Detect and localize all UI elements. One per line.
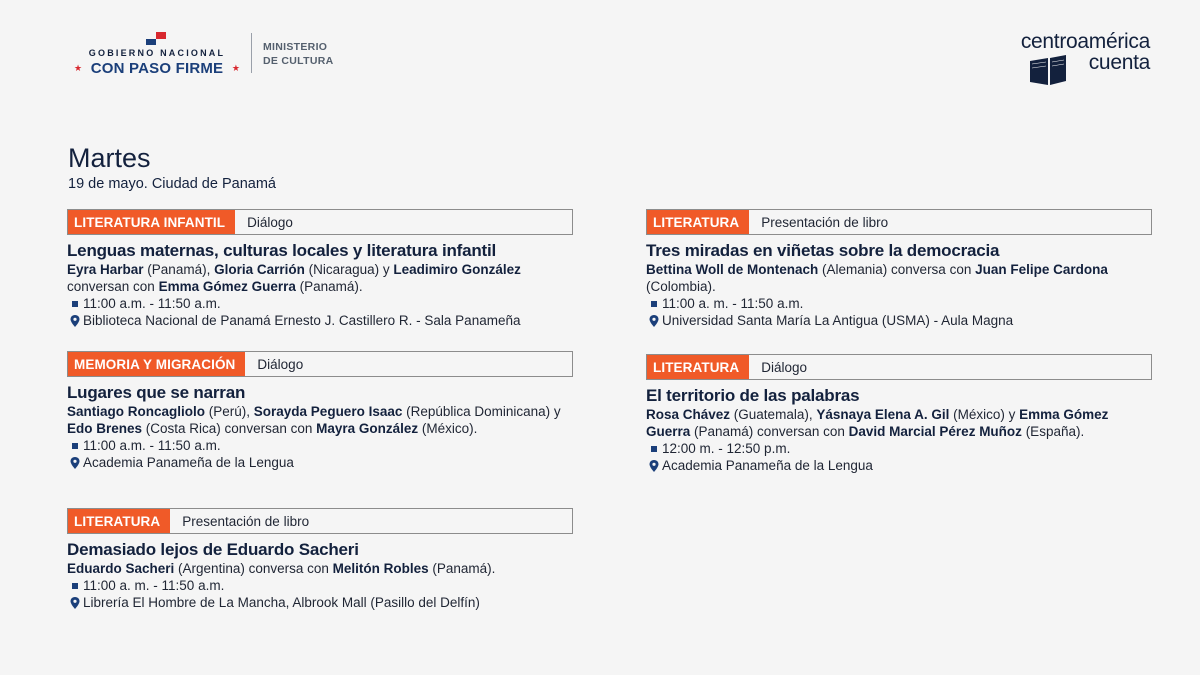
event-time: 11:00 a. m. - 11:50 a.m. — [662, 296, 804, 311]
gov-line1: GOBIERNO NACIONAL — [88, 48, 226, 58]
event-venue: Biblioteca Nacional de Panamá Ernesto J. Castillero R. - Sala Panameña — [83, 313, 521, 328]
description-text: (República Dominicana) y — [402, 404, 561, 419]
event-time-row — [67, 295, 573, 312]
location-pin-icon — [67, 457, 83, 469]
event-venue: Academia Panameña de la Lengua — [83, 455, 294, 470]
event-tag-bar — [67, 209, 573, 235]
event-time-row — [646, 295, 1152, 312]
event-description — [646, 261, 1152, 295]
event-description — [67, 261, 573, 295]
square-bullet-icon — [72, 443, 78, 449]
ministry-logo — [263, 40, 333, 68]
participant-name: Eyra Harbar — [67, 262, 144, 277]
event-venue: Academia Panameña de la Lengua — [662, 458, 873, 473]
description-text: (Panamá) conversan con — [690, 424, 849, 439]
event-time-row — [646, 440, 1152, 457]
location-pin-icon — [646, 460, 662, 472]
description-text: (España). — [1021, 424, 1085, 439]
star-icon: ★ — [74, 63, 83, 73]
event-time: 12:00 m. - 12:50 p.m. — [662, 441, 791, 456]
event-description — [67, 560, 573, 577]
square-bullet-icon — [651, 301, 657, 307]
participant-name: Gloria Carrión — [214, 262, 305, 277]
event-card — [67, 351, 573, 471]
description-text: (Alemania) conversa con — [818, 262, 976, 277]
event-card — [646, 209, 1152, 329]
category-label: LITERATURA — [647, 355, 749, 379]
panama-flag-icon — [146, 32, 166, 45]
event-venue-row — [67, 594, 573, 611]
day-title: Martes — [68, 143, 151, 173]
event-time: 11:00 a.m. - 11:50 a.m. — [83, 438, 221, 453]
event-description — [646, 406, 1152, 440]
event-venue-row — [67, 454, 573, 471]
square-bullet-icon — [651, 446, 657, 452]
gobierno-nacional-logo — [72, 32, 242, 78]
ministry-line1: MINISTERIO — [263, 41, 328, 53]
description-text: (Panamá), — [143, 262, 215, 277]
book-icon — [1028, 55, 1068, 87]
participant-name: Bettina Woll de Montenach — [646, 262, 819, 277]
description-text: (Nicaragua) y — [304, 262, 394, 277]
header-divider — [251, 33, 252, 73]
format-label: Presentación de libro — [182, 513, 310, 529]
participant-name: Emma Gómez Guerra — [158, 279, 296, 294]
participant-name: Santiago Roncagliolo — [67, 404, 206, 419]
description-text: (Panamá). — [295, 279, 363, 294]
description-text: (Perú), — [205, 404, 254, 419]
event-title: Demasiado lejos de Eduardo Sacheri — [67, 540, 359, 559]
brand-line2: cuenta — [1088, 51, 1150, 74]
event-description — [67, 403, 573, 437]
event-card — [67, 508, 573, 611]
participant-name: Sorayda Peguero Isaac — [253, 404, 403, 419]
participant-name: Rosa Chávez — [646, 407, 731, 422]
clock-icon — [646, 446, 662, 452]
description-text: (Costa Rica) conversan con — [142, 421, 317, 436]
square-bullet-icon — [72, 301, 78, 307]
format-label: Diálogo — [247, 214, 293, 230]
event-venue-row — [646, 312, 1152, 329]
event-venue: Universidad Santa María La Antigua (USMA) - Aula Magna — [662, 313, 1014, 328]
format-label: Diálogo — [761, 359, 808, 375]
location-pin-icon — [646, 315, 662, 327]
participant-name: Emma Gómez Guerra — [646, 407, 1109, 439]
event-venue-row — [67, 312, 573, 329]
participant-name: Edo Brenes — [67, 421, 143, 436]
format-label: Presentación de libro — [761, 214, 889, 230]
square-bullet-icon — [72, 583, 78, 589]
clock-icon — [67, 443, 83, 449]
brand-line1: centroamérica — [1020, 30, 1150, 53]
clock-icon — [67, 301, 83, 307]
format-label: Diálogo — [257, 356, 304, 372]
participant-name: David Marcial Pérez Muñoz — [848, 424, 1022, 439]
event-time: 11:00 a.m. - 11:50 a.m. — [83, 296, 221, 311]
location-pin-icon — [67, 315, 83, 327]
location-pin-icon — [67, 597, 83, 609]
star-icon: ★ — [231, 63, 240, 73]
event-time: 11:00 a. m. - 11:50 a.m. — [83, 578, 225, 593]
participant-name: Leadimiro González — [393, 262, 521, 277]
event-title: Lenguas maternas, culturas locales y literatura infantil — [67, 241, 497, 260]
event-time-row — [67, 577, 573, 594]
participant-name: Melitón Robles — [332, 561, 429, 576]
category-label: MEMORIA Y MIGRACIÓN — [68, 352, 245, 376]
date-subtitle: 19 de mayo. Ciudad de Panamá — [68, 176, 276, 192]
event-tag-bar — [67, 508, 573, 534]
participant-name: Juan Felipe Cardona — [975, 262, 1108, 277]
clock-icon — [646, 301, 662, 307]
event-venue: Librería El Hombre de La Mancha, Albrook Mall (Pasillo del Delfín) — [83, 595, 480, 610]
category-label: LITERATURA INFANTIL — [68, 210, 235, 234]
clock-icon — [67, 583, 83, 589]
category-label: LITERATURA — [68, 509, 170, 533]
event-card — [67, 209, 573, 329]
category-label: LITERATURA — [647, 210, 749, 234]
event-time-row — [67, 437, 573, 454]
event-title: Lugares que se narran — [67, 383, 246, 402]
event-card — [646, 354, 1152, 474]
event-venue-row — [646, 457, 1152, 474]
description-text: (Guatemala), — [730, 407, 817, 422]
participant-name: Yásnaya Elena A. Gil — [816, 407, 950, 422]
event-title: Tres miradas en viñetas sobre la democracia — [646, 241, 1000, 260]
event-tag-bar — [646, 354, 1152, 380]
description-text: (México). — [418, 421, 478, 436]
description-text: (Colombia). — [646, 279, 716, 294]
ministry-line2: DE CULTURA — [263, 55, 334, 67]
event-title: El territorio de las palabras — [646, 386, 860, 405]
event-tag-bar — [646, 209, 1152, 235]
description-text: (Panamá). — [428, 561, 496, 576]
event-tag-bar — [67, 351, 573, 377]
gov-line2: CON PASO FIRME — [90, 60, 224, 77]
participant-name: Eduardo Sacheri — [67, 561, 175, 576]
participant-name: Mayra González — [316, 421, 419, 436]
description-text: (México) y — [949, 407, 1020, 422]
centroamerica-cuenta-logo — [1000, 30, 1160, 90]
description-text: conversan con — [67, 279, 159, 294]
description-text: (Argentina) conversa con — [174, 561, 333, 576]
